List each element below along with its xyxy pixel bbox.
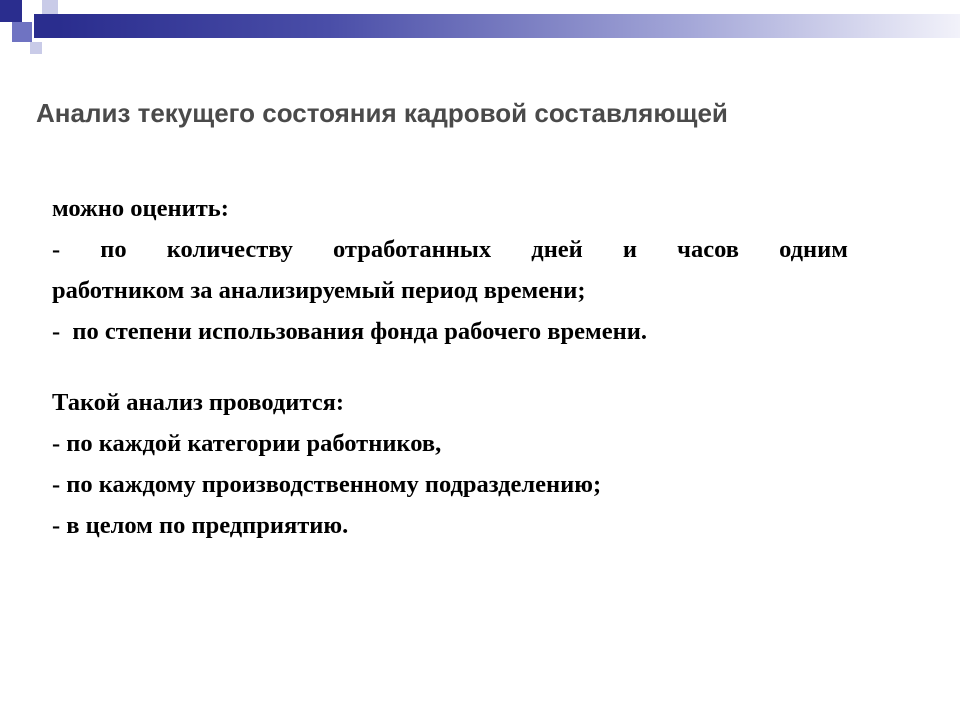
word: одним <box>779 236 848 263</box>
word: отработанных <box>333 236 492 263</box>
decor-square <box>34 14 58 38</box>
block2-intro: Такой анализ проводится: <box>52 389 345 416</box>
decor-square <box>44 40 58 54</box>
block1-item2: - по степени использования фонда рабочего времени. <box>52 318 647 345</box>
decor-square <box>42 0 58 14</box>
word: - <box>52 236 61 263</box>
block1-item1 <box>52 229 848 270</box>
decor-square <box>22 0 42 14</box>
header-gradient-bar <box>58 14 960 38</box>
word: по <box>100 236 127 263</box>
block2-item: - по каждому производственному подразделению; <box>52 471 602 498</box>
decor-square <box>30 42 42 54</box>
word: количеству <box>166 236 293 263</box>
decor-square <box>0 0 22 22</box>
word: дней <box>531 236 583 263</box>
decor-square <box>12 22 32 42</box>
slide-body <box>52 188 848 546</box>
word: часов <box>677 236 739 263</box>
block2-item: - в целом по предприятию. <box>52 512 349 539</box>
block1-item1-continued: работником за анализируемый период времени; <box>52 277 586 304</box>
block1-intro: можно оценить: <box>52 195 229 222</box>
word: и <box>622 236 638 263</box>
paragraph-gap <box>52 352 848 382</box>
slide-title: Анализ текущего состояния кадровой составляющей <box>36 98 728 128</box>
block2-item: - по каждой категории работников, <box>52 430 442 457</box>
